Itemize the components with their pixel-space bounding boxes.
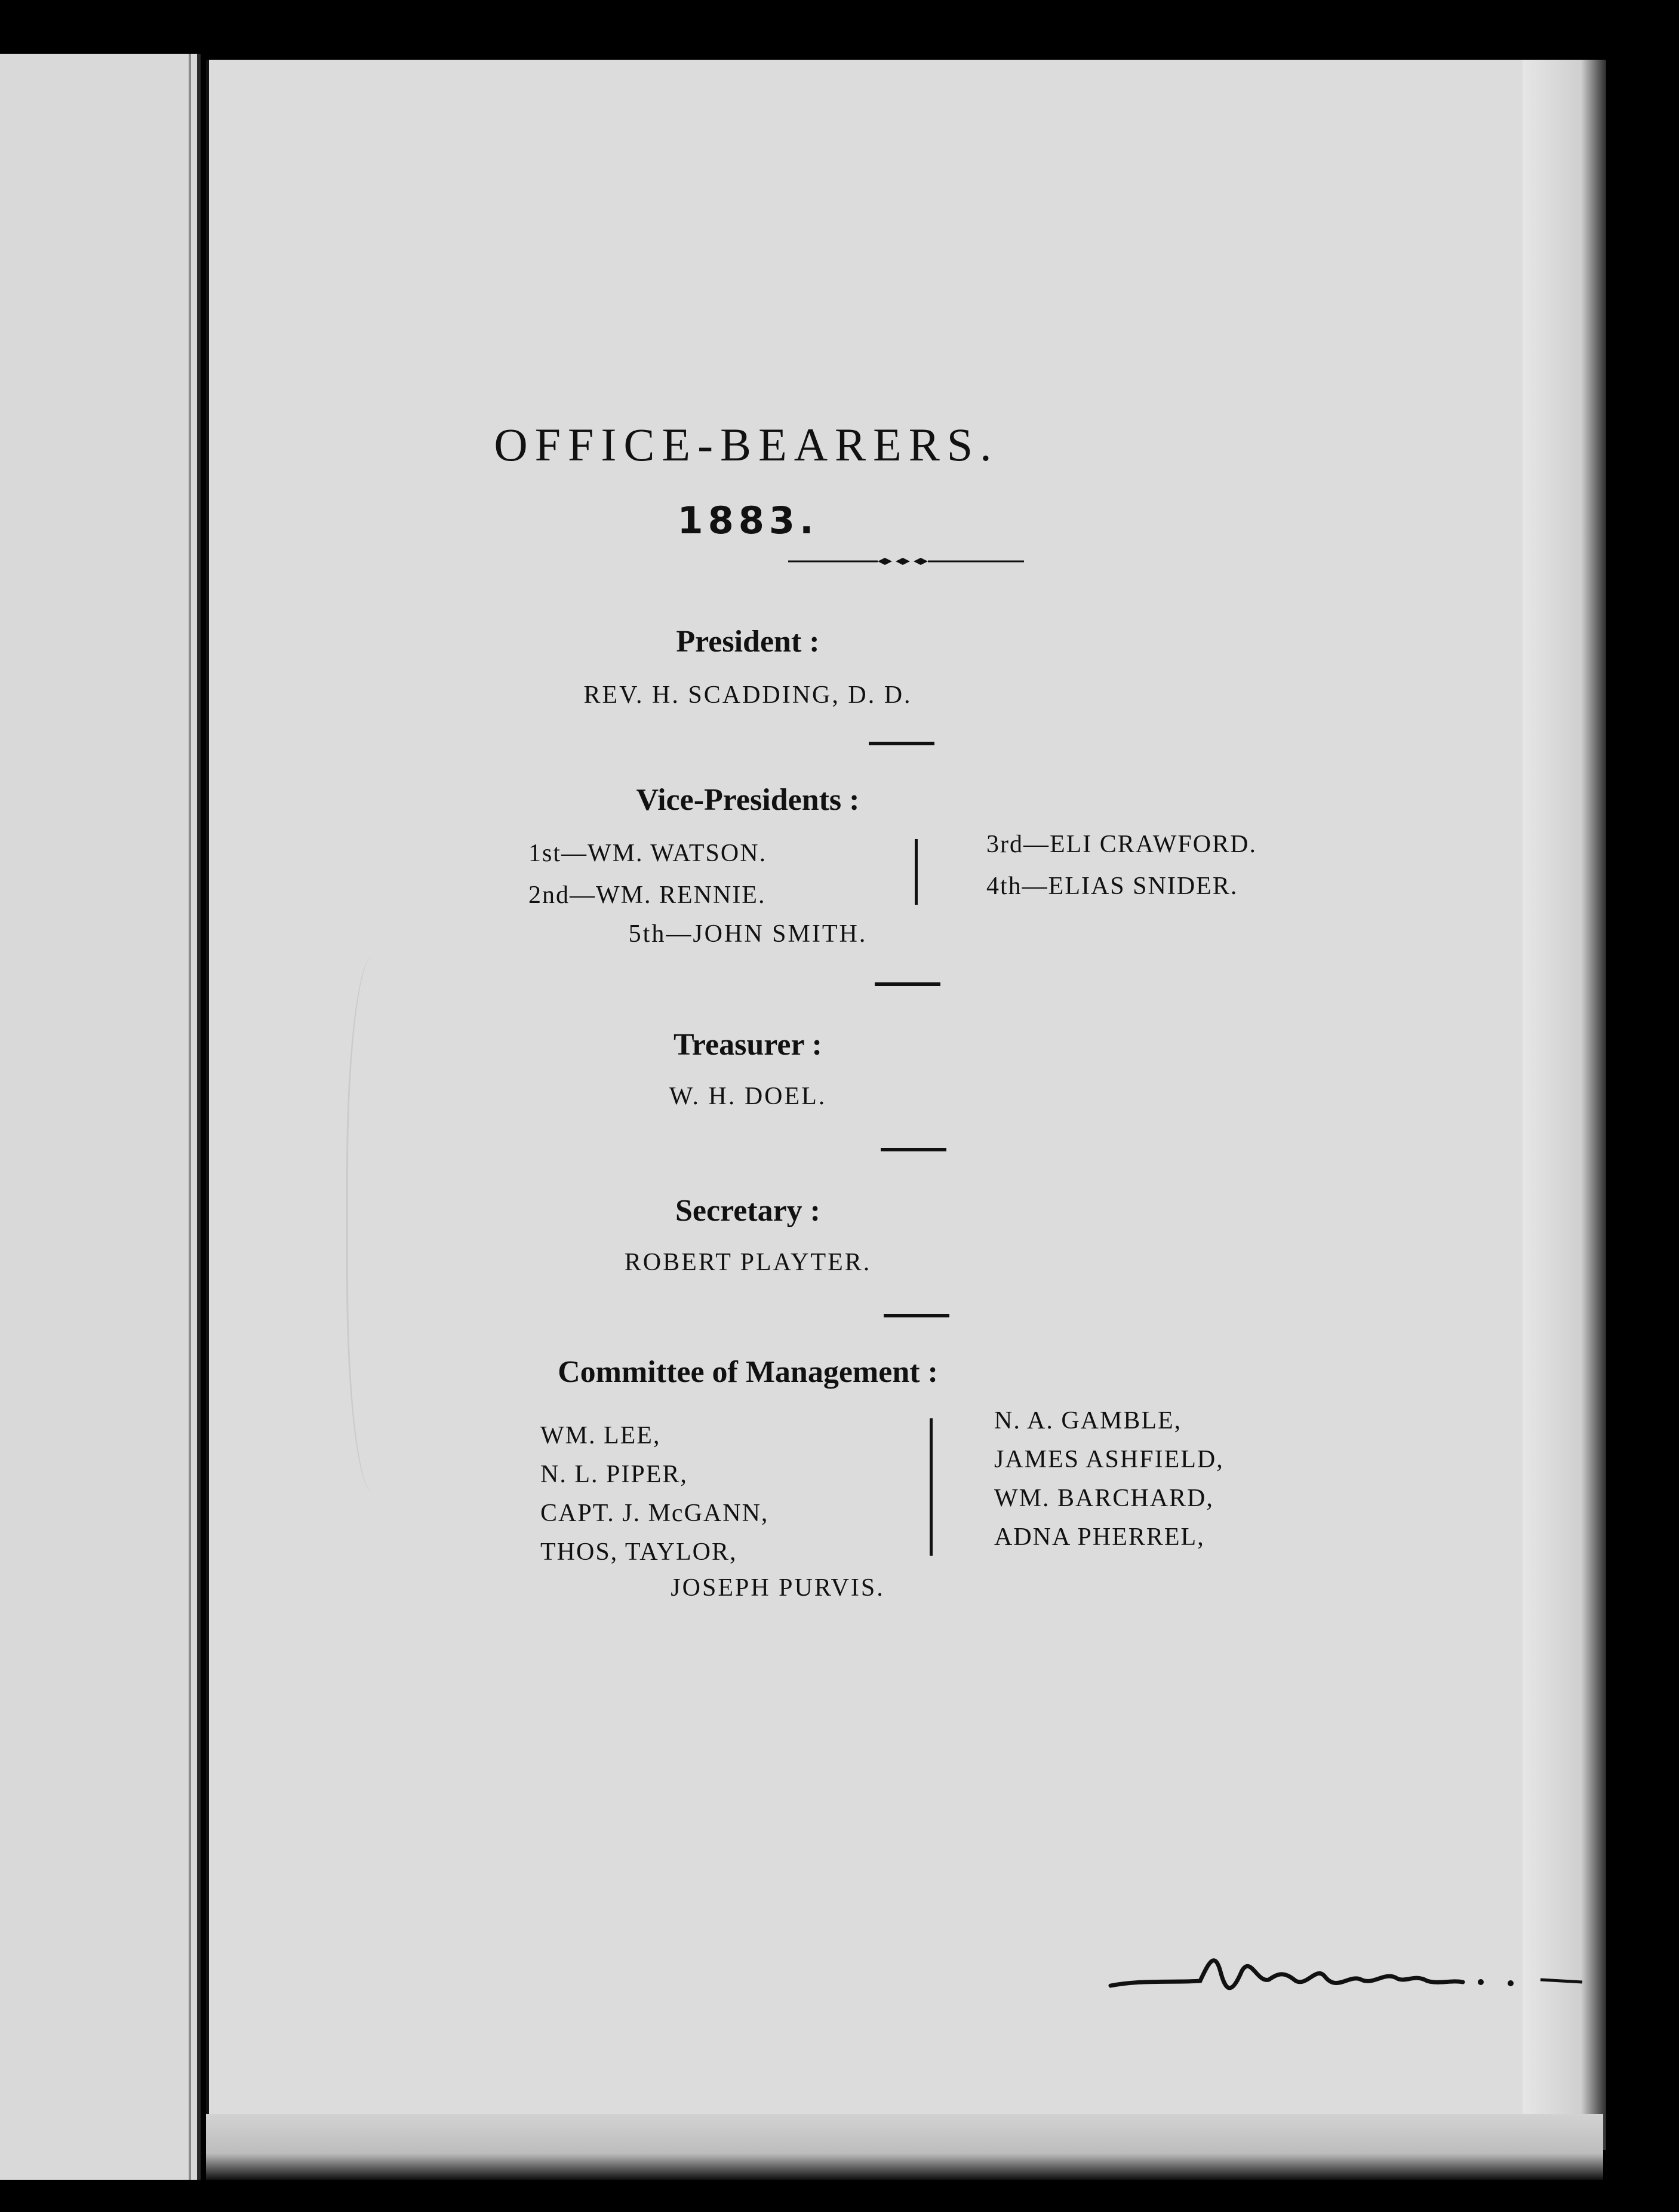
committee-member: ADNA PHERREL, (994, 1523, 1205, 1551)
vice-president-2: 2nd—WM. RENNIE. (528, 881, 766, 909)
column-divider (930, 1418, 933, 1556)
committee-member: N. L. PIPER, (540, 1461, 688, 1488)
document-year: 1883. (677, 499, 819, 542)
section-rule (869, 742, 934, 745)
ornament-divider (788, 555, 1024, 567)
vice-president-1: 1st—WM. WATSON. (528, 840, 767, 867)
secretary-name: ROBERT PLAYTER. (624, 1249, 872, 1276)
committee-member: JAMES ASHFIELD, (994, 1446, 1224, 1473)
document-content (206, 0, 1573, 2212)
secretary-heading: Secretary : (675, 1194, 820, 1228)
vice-president-3: 3rd—ELI CRAWFORD. (986, 831, 1257, 858)
page-fold (189, 54, 191, 2180)
vice-president-5: 5th—JOHN SMITH. (628, 920, 868, 948)
committee-member: WM. BARCHARD, (994, 1485, 1214, 1512)
committee-member: CAPT. J. McGANN, (540, 1500, 769, 1527)
column-divider (915, 839, 918, 905)
handwritten-mark (1105, 1938, 1594, 2010)
committee-member-center: JOSEPH PURVIS. (671, 1574, 885, 1602)
section-rule (875, 982, 940, 986)
vice-president-4: 4th—ELIAS SNIDER. (986, 872, 1238, 900)
treasurer-heading: Treasurer : (674, 1028, 822, 1062)
treasurer-name: W. H. DOEL. (669, 1083, 827, 1110)
committee-member: THOS, TAYLOR, (540, 1538, 737, 1566)
president-heading: President : (676, 625, 820, 659)
section-rule (881, 1148, 946, 1151)
committee-heading: Committee of Management : (558, 1355, 938, 1389)
section-rule (884, 1314, 949, 1317)
president-name: REV. H. SCADDING, D. D. (583, 681, 912, 709)
document-title: OFFICE-BEARERS. (494, 419, 999, 471)
left-page-strip (0, 54, 201, 2180)
committee-member: N. A. GAMBLE, (994, 1407, 1182, 1434)
committee-member: WM. LEE, (540, 1422, 661, 1449)
vice-presidents-heading: Vice-Presidents : (636, 783, 860, 817)
